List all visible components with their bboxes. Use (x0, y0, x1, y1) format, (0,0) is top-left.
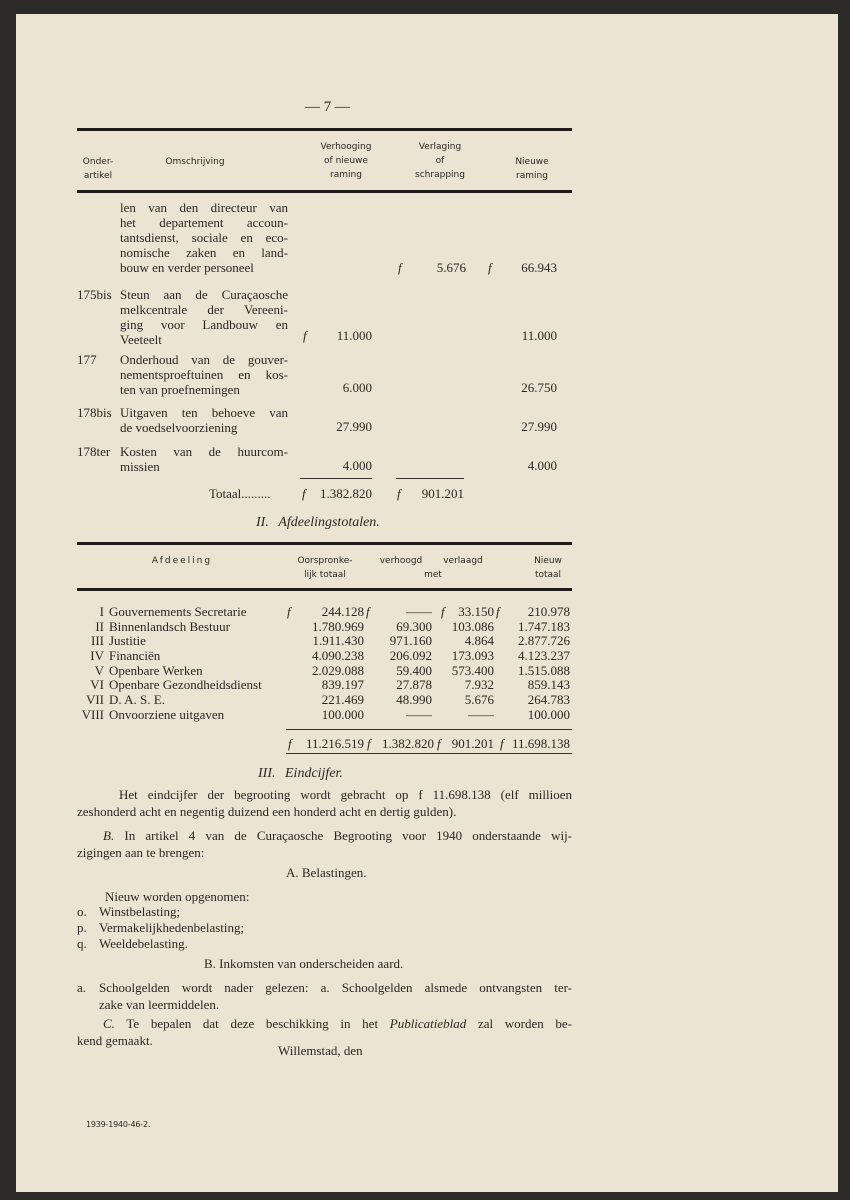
nieuwe-raming-value: 27.990 (521, 419, 557, 434)
row-verhoogd: 48.990 (396, 692, 432, 708)
table-row (0, 200, 850, 280)
row-verlaagd: 33.150 (458, 604, 494, 619)
col-header-line: of nieuwe (324, 156, 368, 166)
row-nieuw: 1.747.183 (518, 618, 570, 634)
currency-sign: f (302, 486, 306, 501)
row-roman: I (99, 604, 104, 619)
row-oorspronkelijk: 221.469 (321, 692, 364, 708)
totaal-verlaging: 901.201 (421, 486, 464, 501)
col-header-line: Oorspronke- (297, 556, 353, 566)
row-verhoogd: 206.092 (389, 648, 432, 664)
para-label: B. (103, 828, 115, 843)
subheading-belastingen (286, 864, 367, 881)
subheading-text: B. Inkomsten van onderscheiden aard. (204, 956, 404, 971)
nieuw-opgenomen (105, 888, 249, 905)
currency-sign: f (397, 486, 401, 501)
nieuwe-raming-value: 11.000 (521, 328, 557, 343)
desc-line: de voedselvoorziening (120, 420, 238, 435)
row-roman: VII (85, 692, 104, 708)
row-verhoogd: 27.878 (396, 677, 432, 693)
col-header-line: Afdeeling (151, 556, 213, 566)
inkomsten-paragraph (77, 979, 572, 1013)
table-row (0, 708, 850, 723)
table-row (0, 605, 850, 620)
row-article: 177 (77, 352, 97, 367)
col-header-verlaagd (438, 554, 488, 568)
row-verlaagd: 4.864 (464, 633, 494, 649)
desc-line: Onderhoud van de gouver- (120, 352, 288, 367)
col-header-verhoogd (376, 554, 426, 568)
table-row (0, 620, 850, 635)
currency-sign: f (437, 736, 441, 751)
col-header-line: verlaagd (443, 556, 483, 566)
row-roman: VI (90, 677, 104, 693)
section-heading-afdeelingstotalen (256, 515, 380, 531)
row-verhoogd: 59.400 (396, 662, 432, 678)
row-nieuw: 1.515.088 (518, 662, 570, 678)
list-letter: p. (77, 920, 87, 935)
currency-sign: f (488, 260, 492, 275)
row-article: 175bis (77, 287, 112, 302)
row-department: Onvoorziene uitgaven (109, 706, 225, 722)
section-title: Eindcijfer. (285, 766, 343, 781)
total-verhoogd: 1.382.820 (382, 736, 434, 751)
row-verlaagd: 103.086 (451, 618, 494, 634)
list-item (77, 936, 244, 952)
belastingen-list (77, 904, 244, 952)
para-line (77, 1015, 572, 1032)
intro-text: Nieuw worden opgenomen: (105, 889, 250, 904)
currency-sign: f (441, 604, 445, 619)
totaal-row (0, 486, 850, 502)
row-nieuw: 210.978 (527, 604, 570, 619)
row-department: Openbare Werken (109, 662, 203, 678)
desc-line: Steun aan de Curaçaosche (120, 287, 288, 302)
col-header-nieuwe-raming (500, 155, 564, 183)
para-text: In artikel 4 van de Curaçaosche Begrooting voor 1940 onderstaande wij- (124, 828, 573, 843)
table-row (0, 678, 850, 693)
para-line (77, 979, 572, 996)
para-text: Schoolgelden wordt nader gelezen: a. Schoolgelden alsmede ontvangsten ter- (99, 980, 572, 995)
row-department: Binnenlandsch Bestuur (109, 618, 230, 634)
col-header-afdeeling (150, 554, 214, 568)
currency-sign: f (287, 604, 291, 619)
totaal-label: Totaal......... (209, 486, 271, 501)
row-description (120, 444, 288, 474)
col-header-line: artikel (83, 171, 113, 181)
list-letter: q. (77, 936, 87, 951)
desc-line: bouw en verder personeel (120, 260, 254, 275)
desc-line: nementsproeftuinen en kos- (120, 367, 288, 382)
col-header-line: Nieuwe (515, 157, 549, 167)
col-header-oorspronkelijk (294, 554, 356, 582)
row-oorspronkelijk: 2.029.088 (312, 662, 364, 678)
table-row (0, 444, 850, 476)
row-verhoogd: 69.300 (396, 618, 432, 634)
list-letter: o. (77, 904, 87, 919)
col-header-line: totaal (534, 570, 562, 580)
section-heading-eindcijfer (258, 766, 343, 782)
para-line: zigingen aan te brengen: (77, 845, 205, 860)
table2-bottom-rule (286, 753, 572, 754)
section-title: Afdeelingstotalen. (278, 515, 380, 530)
total-nieuw: 11.698.138 (511, 736, 570, 751)
row-article: 178bis (77, 405, 112, 420)
table-header-bottom-rule (77, 190, 572, 193)
total-verlaagd: 901.201 (451, 736, 494, 751)
row-nieuw: 859.143 (527, 677, 570, 693)
row-roman: II (95, 618, 104, 634)
row-oorspronkelijk: 4.090.238 (312, 648, 364, 664)
col-header-line: verhoogd (379, 556, 423, 566)
col-header-line: Omschrijving (165, 157, 225, 167)
row-department: Financiën (109, 648, 161, 664)
table2-rows (0, 605, 850, 723)
desc-line: Veeteelt (120, 332, 162, 347)
para-line: kend gemaakt. (77, 1033, 153, 1048)
para-line: zake van leermiddelen. (99, 997, 220, 1012)
row-article: 178ter (77, 444, 111, 459)
table-row (0, 287, 850, 347)
list-text: Winstbelasting; (99, 904, 181, 919)
desc-line: ten van proefnemingen (120, 382, 240, 397)
signature-place (278, 1042, 363, 1059)
row-description (120, 200, 288, 275)
row-roman: III (91, 633, 104, 649)
col-header-line: met (424, 570, 442, 580)
desc-line: tantsdienst, sociale en eco- (120, 230, 288, 245)
total-oorspronkelijk: 11.216.519 (305, 736, 364, 751)
table2-top-rule (77, 542, 572, 545)
row-department: Justitie (109, 633, 146, 649)
row-oorspronkelijk: 244.128 (321, 604, 364, 619)
col-header-line: lijk totaal (304, 570, 346, 580)
sum-rule-verlaging (396, 478, 464, 479)
row-verlaagd: 173.093 (451, 648, 494, 664)
row-verhoogd: —— (406, 706, 432, 722)
desc-line: het departement accoun- (120, 215, 288, 230)
eindcijfer-paragraph (77, 786, 572, 820)
row-description (120, 352, 288, 397)
table2-total-row (0, 736, 850, 752)
row-department: Openbare Gezondheidsdienst (109, 677, 262, 693)
currency-sign: f (500, 736, 504, 751)
row-nieuw: 100.000 (527, 706, 570, 722)
totaal-verhooging: 1.382.820 (320, 486, 372, 501)
col-header-line: raming (516, 171, 548, 181)
currency-sign: f (303, 328, 307, 343)
row-description (120, 287, 288, 347)
verhooging-value: 11.000 (336, 328, 372, 343)
col-header-line: raming (330, 170, 362, 180)
col-header-line: Verhooging (320, 142, 372, 152)
row-oorspronkelijk: 1.911.430 (312, 633, 364, 649)
paragraph-b (77, 827, 572, 861)
row-description (120, 405, 288, 435)
row-verlaagd: —— (468, 706, 494, 722)
table-row (0, 405, 850, 437)
col-header-line: of (435, 156, 445, 166)
list-letter: a. (77, 980, 87, 995)
table-row (0, 693, 850, 708)
para-line: Het eindcijfer der begrooting wordt gebracht op f 11.698.138 (elf millioen (119, 787, 572, 802)
place-text: Willemstad, den (278, 1043, 363, 1058)
list-text: Weeldebelasting. (99, 936, 188, 951)
para-line: zeshonderd acht en negentig duizend een honderd acht en dertig gulden). (77, 804, 457, 819)
row-department: D. A. S. E. (109, 692, 165, 708)
verhooging-value: 6.000 (342, 380, 372, 395)
row-verlaagd: 7.932 (464, 677, 494, 693)
row-roman: VIII (81, 706, 104, 722)
sum-rule-verhooging (300, 478, 372, 479)
table-row (0, 352, 850, 400)
currency-sign: f (496, 604, 500, 619)
table2-header-bottom-rule (77, 588, 572, 591)
row-roman: V (94, 662, 104, 678)
desc-line: nomische zaken en land- (120, 245, 288, 260)
section-number: II. (256, 515, 269, 530)
para-label: C. (103, 1016, 115, 1031)
col-header-met (418, 568, 448, 582)
para-italic: Publicatieblad (389, 1016, 467, 1031)
footer-reference: 1939-1940-46-2. (86, 1120, 151, 1129)
subheading-text: A. Belastingen. (286, 865, 367, 880)
list-text: Vermakelijkhedenbelasting; (99, 920, 245, 935)
verhooging-value: 4.000 (342, 458, 372, 473)
row-oorspronkelijk: 839.197 (321, 677, 364, 693)
nieuwe-raming-value: 26.750 (521, 380, 557, 395)
col-header-verhooging (310, 140, 382, 182)
row-oorspronkelijk: 1.780.969 (312, 618, 364, 634)
currency-sign: f (366, 604, 370, 619)
row-nieuw: 4.123.237 (518, 648, 570, 664)
row-nieuw: 264.783 (527, 692, 570, 708)
col-header-onderartikel (80, 155, 116, 183)
col-header-omschrijving (160, 155, 230, 169)
row-verlaagd: 5.676 (464, 692, 494, 708)
subheading-inkomsten (204, 955, 403, 972)
desc-line: missien (120, 459, 160, 474)
section-number: III. (258, 766, 276, 781)
para-text: Te bepalen dat deze beschikking in het (126, 1016, 379, 1031)
list-item (77, 920, 244, 936)
table-top-rule (77, 128, 572, 131)
col-header-verlaging (404, 140, 476, 182)
currency-sign: f (288, 736, 292, 751)
page-number: — 7 — (305, 99, 350, 115)
table-row (0, 664, 850, 679)
col-header-line: schrapping (415, 170, 465, 180)
list-item (77, 904, 244, 920)
col-header-line: Onder- (82, 157, 114, 167)
desc-line: len van den directeur van (120, 200, 288, 215)
row-department: Gouvernements Secretarie (109, 604, 247, 619)
table2-sum-rule (286, 729, 572, 730)
col-header-line: Nieuw (534, 556, 562, 566)
desc-line: Kosten van de huurcom- (120, 444, 288, 459)
para-line (77, 827, 572, 844)
verlaging-value: 5.676 (436, 260, 466, 275)
row-verhoogd: 971.160 (389, 633, 432, 649)
row-nieuw: 2.877.726 (518, 633, 570, 649)
para-text: zal worden be- (477, 1016, 573, 1031)
nieuwe-raming-value: 66.943 (521, 260, 557, 275)
nieuwe-raming-value: 4.000 (527, 458, 557, 473)
row-oorspronkelijk: 100.000 (321, 706, 364, 722)
currency-sign: f (398, 260, 402, 275)
table-row (0, 634, 850, 649)
desc-line: Uitgaven ten behoeve van (120, 405, 288, 420)
col-header-nieuw-totaal (528, 554, 568, 582)
desc-line: ging voor Landbouw en (120, 317, 288, 332)
row-verlaagd: 573.400 (451, 662, 494, 678)
col-header-line: Verlaging (418, 142, 462, 152)
desc-line: melkcentrale der Vereeni- (120, 302, 288, 317)
table-row (0, 649, 850, 664)
currency-sign: f (367, 736, 371, 751)
row-roman: IV (90, 648, 104, 664)
row-verhoogd: —— (406, 604, 432, 619)
verhooging-value: 27.990 (336, 419, 372, 434)
